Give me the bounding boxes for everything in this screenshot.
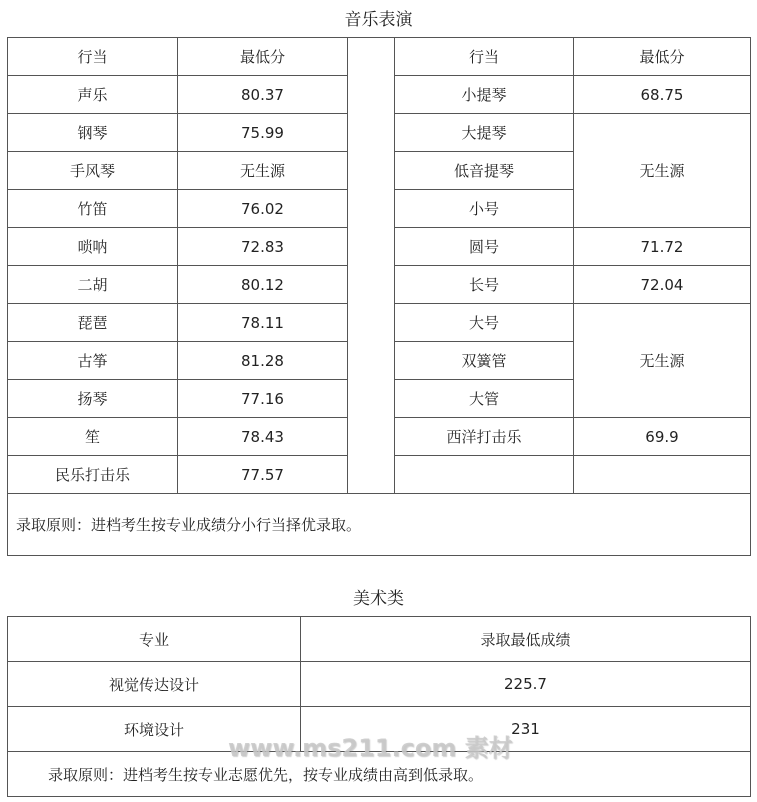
instrument-cell: 琵琶 <box>8 304 178 342</box>
empty-cell <box>395 456 574 494</box>
instrument-cell: 笙 <box>8 418 178 456</box>
score-cell: 77.57 <box>178 456 348 494</box>
instrument-cell: 钢琴 <box>8 114 178 152</box>
table-row <box>8 707 751 752</box>
header-cell: 录取最低成绩 <box>301 617 751 662</box>
note-row <box>8 494 751 556</box>
table-header-row <box>8 617 751 662</box>
instrument-cell: 古筝 <box>8 342 178 380</box>
instrument-cell: 小提琴 <box>395 76 574 114</box>
watermark: www.ms211.com 素材 <box>228 734 513 762</box>
column-gap <box>348 38 395 494</box>
instrument-cell: 竹笛 <box>8 190 178 228</box>
major-cell: 视觉传达设计 <box>8 662 301 707</box>
instrument-cell: 声乐 <box>8 76 178 114</box>
instrument-cell: 大号 <box>395 304 574 342</box>
score-cell: 225.7 <box>301 662 751 707</box>
score-cell: 69.9 <box>574 418 751 456</box>
instrument-cell: 双簧管 <box>395 342 574 380</box>
instrument-cell: 手风琴 <box>8 152 178 190</box>
header-cell: 行当 <box>8 38 178 76</box>
score-cell: 71.72 <box>574 228 751 266</box>
instrument-cell: 唢呐 <box>8 228 178 266</box>
score-cell-merged: 无生源 <box>574 304 751 418</box>
score-cell: 72.83 <box>178 228 348 266</box>
instrument-cell: 低音提琴 <box>395 152 574 190</box>
instrument-cell: 民乐打击乐 <box>8 456 178 494</box>
instrument-cell: 大提琴 <box>395 114 574 152</box>
score-cell: 81.28 <box>178 342 348 380</box>
art-section-title: 美术类 <box>353 589 404 609</box>
score-cell: 80.37 <box>178 76 348 114</box>
score-cell: 80.12 <box>178 266 348 304</box>
admission-note: 录取原则：进档考生按专业成绩分小行当择优录取。 <box>8 494 751 556</box>
admission-note: 录取原则：进档考生按专业志愿优先，按专业成绩由高到低录取。 <box>8 752 751 797</box>
score-cell: 72.04 <box>574 266 751 304</box>
score-cell-merged: 无生源 <box>574 114 751 228</box>
header-cell: 最低分 <box>178 38 348 76</box>
header-cell: 最低分 <box>574 38 751 76</box>
score-cell: 78.11 <box>178 304 348 342</box>
instrument-cell: 西洋打击乐 <box>395 418 574 456</box>
header-cell: 专业 <box>8 617 301 662</box>
major-cell: 环境设计 <box>8 707 301 752</box>
note-row <box>8 752 751 797</box>
instrument-cell: 长号 <box>395 266 574 304</box>
instrument-cell: 扬琴 <box>8 380 178 418</box>
instrument-cell: 二胡 <box>8 266 178 304</box>
instrument-cell: 圆号 <box>395 228 574 266</box>
music-section-title: 音乐表演 <box>344 10 413 30</box>
table-header-row <box>8 38 751 76</box>
score-cell: 75.99 <box>178 114 348 152</box>
header-cell: 行当 <box>395 38 574 76</box>
score-cell: 77.16 <box>178 380 348 418</box>
empty-cell <box>574 456 751 494</box>
score-cell: 78.43 <box>178 418 348 456</box>
score-cell: 76.02 <box>178 190 348 228</box>
instrument-cell: 小号 <box>395 190 574 228</box>
art-score-table <box>7 616 751 797</box>
instrument-cell: 大管 <box>395 380 574 418</box>
score-cell: 68.75 <box>574 76 751 114</box>
table-row <box>8 662 751 707</box>
music-score-table <box>7 37 751 556</box>
score-cell: 无生源 <box>178 152 348 190</box>
score-cell: 231 <box>301 707 751 752</box>
